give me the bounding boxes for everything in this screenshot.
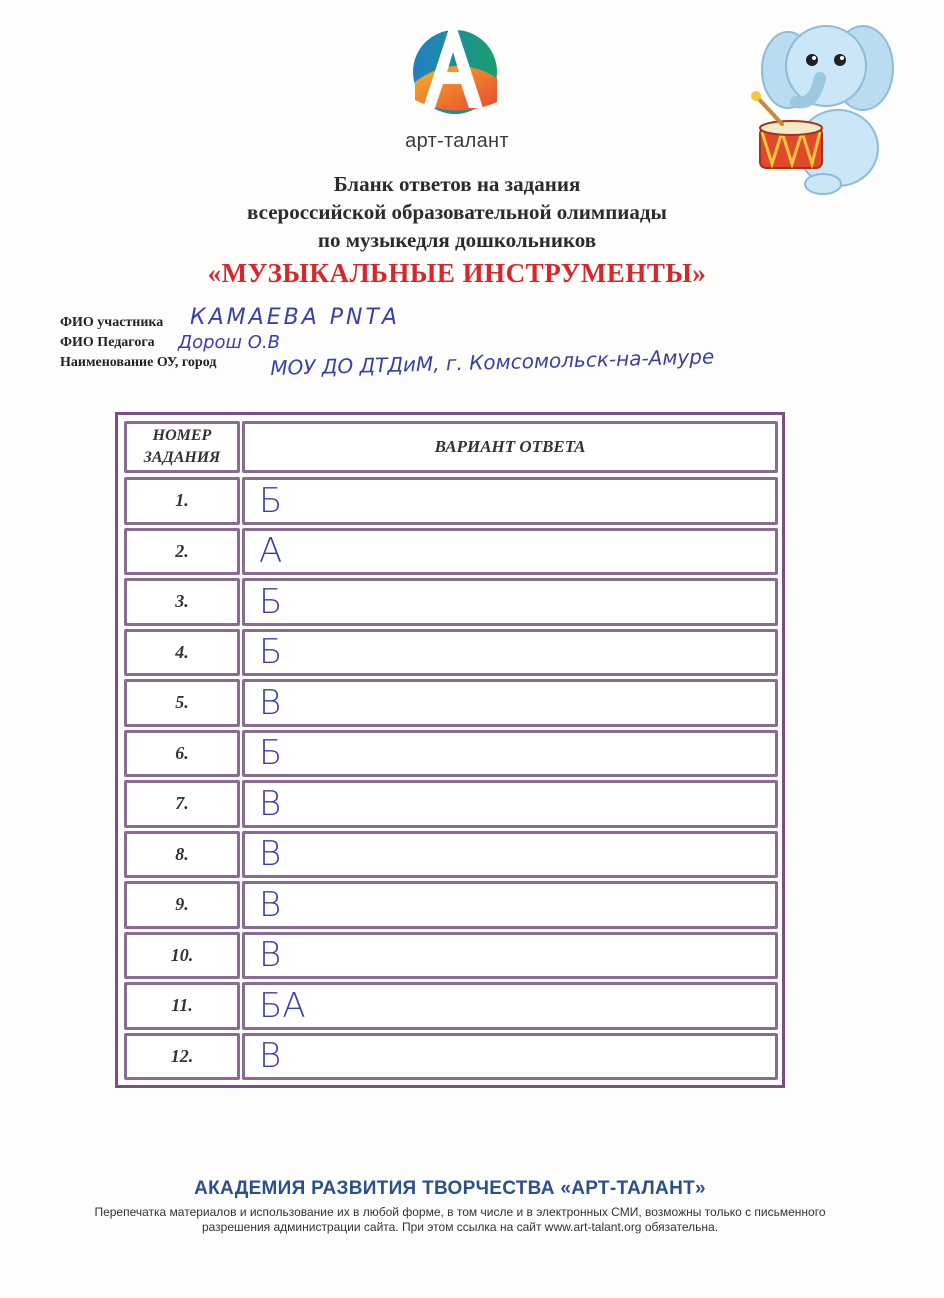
teacher-value: Дорош О.В: [178, 332, 280, 353]
art-talant-logo-icon: [405, 12, 505, 122]
task-number-cell: 1.: [124, 477, 240, 525]
title-line-3: по музыкедля дошкольников: [317, 228, 597, 252]
organization-label: Наименование ОУ, город: [60, 355, 217, 370]
answer-cell: В: [242, 831, 778, 879]
task-number-cell: 3.: [124, 578, 240, 626]
task-number-cell: 8.: [124, 831, 240, 879]
task-number-cell: 5.: [124, 679, 240, 727]
organization-value: МОУ ДО ДТДиМ, г. Комсомольск-на-Амуре: [270, 344, 715, 380]
task-number-cell: 11.: [124, 982, 240, 1030]
answer-cell: Б: [242, 629, 778, 677]
answer-cell: Б: [242, 477, 778, 525]
task-number-cell: 6.: [124, 730, 240, 778]
olympiad-name: «МУЗЫКАЛЬНЫЕ ИНСТРУМЕНТЫ»: [207, 258, 707, 288]
header-answer-variant: ВАРИАНТ ОТВЕТА: [242, 421, 778, 473]
answer-cell: В: [242, 1033, 778, 1081]
task-number-cell: 2.: [124, 528, 240, 576]
answer-cell: Б: [242, 578, 778, 626]
copyright-notice: Перепечатка материалов и использование их в любой форме, в том числе и в электронных СМИ, возможны только с письменного разрешения администрации сайта. При этом ссылка на сайт www.art-talant.org обязательна.: [94, 1205, 826, 1234]
answer-cell: В: [242, 881, 778, 929]
answers-table: [115, 412, 785, 1088]
answer-cell: А: [242, 528, 778, 576]
academy-name: АКАДЕМИЯ РАЗВИТИЯ ТВОРЧЕСТВА «АРТ-ТАЛАНТ»: [194, 1178, 706, 1199]
title-line-1: Бланк ответов на задания: [333, 172, 581, 196]
answer-cell: В: [242, 679, 778, 727]
task-number-cell: 4.: [124, 629, 240, 677]
teacher-label: ФИО Педагога: [60, 335, 155, 350]
task-number-cell: 10.: [124, 932, 240, 980]
brand-name: арт-талант: [405, 130, 509, 152]
task-number-cell: 9.: [124, 881, 240, 929]
answer-cell: В: [242, 780, 778, 828]
participant-label: ФИО участника: [60, 315, 164, 330]
participant-value: КАМАЕВА РNТА: [190, 305, 400, 330]
answer-cell: В: [242, 932, 778, 980]
answer-cell: Б: [242, 730, 778, 778]
task-number-cell: 12.: [124, 1033, 240, 1081]
task-number-cell: 7.: [124, 780, 240, 828]
header-task-number: НОМЕР ЗАДАНИЯ: [124, 421, 240, 473]
title-line-2: всероссийской образовательной олимпиады: [247, 200, 667, 224]
answer-cell: БА: [242, 982, 778, 1030]
